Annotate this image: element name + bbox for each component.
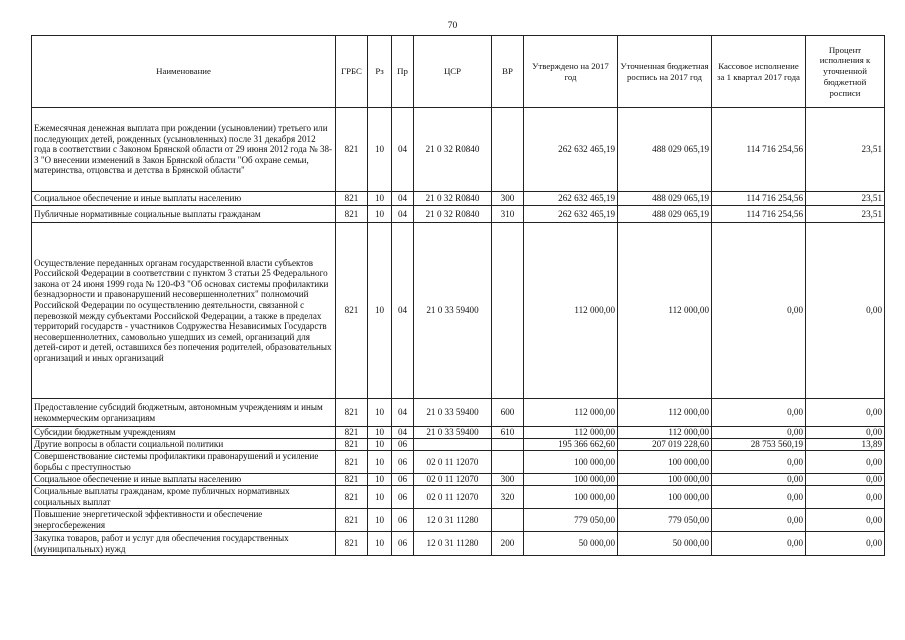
cell-cash: 28 753 560,19: [712, 439, 806, 451]
header-csr: ЦСР: [414, 36, 492, 108]
cell-name: Ежемесячная денежная выплата при рождении (усыновлении) третьего или последующих детей, рожденных (усыновленных) после 31 декабря 2012 года в соответствии с Законом Брянской области от 29 июня 2012 года № 38-З "О внесении изменений в Закон Брянской области "Об охране семьи, материнства, отцовства и детства в Брянской области": [32, 108, 336, 192]
cell-percent: 0,00: [806, 451, 885, 474]
table-row: [32, 427, 885, 439]
cell-refined: 207 019 228,60: [618, 439, 712, 451]
cell-approved: 195 366 662,60: [524, 439, 618, 451]
cell-vr: [492, 439, 524, 451]
cell-pr: 06: [392, 486, 414, 509]
cell-grbs: 821: [336, 532, 368, 556]
budget-execution-table: [31, 35, 885, 556]
cell-refined: 112 000,00: [618, 427, 712, 439]
cell-cash: 114 716 254,56: [712, 206, 806, 223]
cell-grbs: 821: [336, 427, 368, 439]
header-pr: Пр: [392, 36, 414, 108]
cell-refined: 779 050,00: [618, 509, 712, 532]
header-cash: Кассовое исполнение за 1 квартал 2017 года: [712, 36, 806, 108]
cell-cash: 0,00: [712, 223, 806, 399]
cell-vr: 300: [492, 474, 524, 486]
cell-name: Социальное обеспечение и иные выплаты населению: [32, 474, 336, 486]
cell-refined: 112 000,00: [618, 223, 712, 399]
cell-cash: 0,00: [712, 427, 806, 439]
cell-name: Субсидии бюджетным учреждениям: [32, 427, 336, 439]
cell-percent: 0,00: [806, 486, 885, 509]
cell-approved: 100 000,00: [524, 451, 618, 474]
cell-pr: 06: [392, 439, 414, 451]
cell-grbs: 821: [336, 223, 368, 399]
cell-name: Социальное обеспечение и иные выплаты населению: [32, 192, 336, 206]
cell-percent: 0,00: [806, 399, 885, 427]
cell-percent: 23,51: [806, 206, 885, 223]
cell-percent: 23,51: [806, 108, 885, 192]
cell-cash: 0,00: [712, 474, 806, 486]
cell-cash: 0,00: [712, 532, 806, 556]
cell-grbs: 821: [336, 439, 368, 451]
cell-vr: 600: [492, 399, 524, 427]
cell-pr: 04: [392, 206, 414, 223]
cell-percent: 13,89: [806, 439, 885, 451]
cell-rz: 10: [368, 474, 392, 486]
cell-rz: 10: [368, 509, 392, 532]
cell-rz: 10: [368, 108, 392, 192]
cell-refined: 100 000,00: [618, 451, 712, 474]
cell-grbs: 821: [336, 192, 368, 206]
table-row: [32, 532, 885, 556]
cell-refined: 488 029 065,19: [618, 192, 712, 206]
cell-csr: 12 0 31 11280: [414, 532, 492, 556]
cell-csr: 12 0 31 11280: [414, 509, 492, 532]
cell-cash: 114 716 254,56: [712, 192, 806, 206]
cell-vr: 320: [492, 486, 524, 509]
cell-grbs: 821: [336, 399, 368, 427]
cell-rz: 10: [368, 206, 392, 223]
cell-refined: 100 000,00: [618, 474, 712, 486]
cell-rz: 10: [368, 532, 392, 556]
cell-approved: 262 632 465,19: [524, 108, 618, 192]
cell-pr: 06: [392, 532, 414, 556]
cell-refined: 50 000,00: [618, 532, 712, 556]
cell-approved: 112 000,00: [524, 223, 618, 399]
cell-csr: 02 0 11 12070: [414, 451, 492, 474]
cell-csr: 21 0 32 R0840: [414, 108, 492, 192]
table-row: [32, 223, 885, 399]
cell-pr: 04: [392, 427, 414, 439]
cell-percent: 0,00: [806, 223, 885, 399]
cell-name: Совершенствование системы профилактики правонарушений и усиление борьбы с преступностью: [32, 451, 336, 474]
cell-cash: 0,00: [712, 486, 806, 509]
cell-cash: 114 716 254,56: [712, 108, 806, 192]
cell-grbs: 821: [336, 206, 368, 223]
cell-pr: 04: [392, 223, 414, 399]
cell-vr: [492, 223, 524, 399]
cell-vr: [492, 451, 524, 474]
cell-rz: 10: [368, 399, 392, 427]
cell-cash: 0,00: [712, 509, 806, 532]
header-vr: ВР: [492, 36, 524, 108]
header-grbs: ГРБС: [336, 36, 368, 108]
cell-name: Другие вопросы в области социальной политики: [32, 439, 336, 451]
header-rz: Рз: [368, 36, 392, 108]
cell-grbs: 821: [336, 486, 368, 509]
cell-csr: 02 0 11 12070: [414, 474, 492, 486]
cell-rz: 10: [368, 427, 392, 439]
cell-approved: 100 000,00: [524, 474, 618, 486]
cell-refined: 112 000,00: [618, 399, 712, 427]
table-row: [32, 474, 885, 486]
cell-name: Повышение энергетической эффективности и обеспечение энергосбережения: [32, 509, 336, 532]
cell-percent: 23,51: [806, 192, 885, 206]
table-header-row: [32, 36, 885, 108]
cell-percent: 0,00: [806, 474, 885, 486]
page-number: 70: [447, 21, 458, 31]
cell-approved: 779 050,00: [524, 509, 618, 532]
cell-pr: 06: [392, 474, 414, 486]
cell-pr: 06: [392, 509, 414, 532]
cell-pr: 04: [392, 108, 414, 192]
cell-refined: 488 029 065,19: [618, 108, 712, 192]
cell-rz: 10: [368, 486, 392, 509]
cell-grbs: 821: [336, 108, 368, 192]
cell-rz: 10: [368, 451, 392, 474]
cell-vr: 200: [492, 532, 524, 556]
cell-vr: 610: [492, 427, 524, 439]
header-approved: Утверждено на 2017 год: [524, 36, 618, 108]
cell-refined: 100 000,00: [618, 486, 712, 509]
cell-grbs: 821: [336, 474, 368, 486]
cell-approved: 112 000,00: [524, 399, 618, 427]
cell-cash: 0,00: [712, 399, 806, 427]
cell-pr: 06: [392, 451, 414, 474]
cell-csr: 21 0 33 59400: [414, 223, 492, 399]
cell-vr: 300: [492, 192, 524, 206]
cell-name: Социальные выплаты гражданам, кроме публичных нормативных социальных выплат: [32, 486, 336, 509]
cell-rz: 10: [368, 192, 392, 206]
table-row: [32, 192, 885, 206]
table-row: [32, 439, 885, 451]
header-name: Наименование: [32, 36, 336, 108]
cell-pr: 04: [392, 192, 414, 206]
header-percent: Процент исполнения к уточненной бюджетной росписи: [806, 36, 885, 108]
cell-approved: 100 000,00: [524, 486, 618, 509]
table-row: [32, 486, 885, 509]
cell-name: Предоставление субсидий бюджетным, автономным учреждениям и иным некоммерческим организациям: [32, 399, 336, 427]
cell-csr: 21 0 32 R0840: [414, 192, 492, 206]
cell-name: Публичные нормативные социальные выплаты гражданам: [32, 206, 336, 223]
cell-approved: 112 000,00: [524, 427, 618, 439]
table-row: [32, 108, 885, 192]
cell-csr: 21 0 32 R0840: [414, 206, 492, 223]
cell-refined: 488 029 065,19: [618, 206, 712, 223]
cell-approved: 262 632 465,19: [524, 206, 618, 223]
cell-vr: [492, 108, 524, 192]
header-refined: Уточненная бюджетная роспись на 2017 год: [618, 36, 712, 108]
cell-percent: 0,00: [806, 427, 885, 439]
cell-name: Осуществление переданных органам государственной власти субъектов Российской Федерации в соответствии с пунктом 3 статьи 25 Федерального закона от 24 июня 1999 года № 120-ФЗ "Об основах системы профилактики безнадзорности и правонарушений несовершеннолетних" полномочий Российской Федерации по осуществлению деятельности, связанной с перевозкой между субъектами Российской Федерации, а также в пределах территорий государств - участников Содружества Независимых Государств несовершеннолетних, самовольно ушедших из семей, организаций для детей-сирот и детей, оставшихся без попечения родителей, образовательных организаций и иных организаций: [32, 223, 336, 399]
cell-csr: 21 0 33 59400: [414, 399, 492, 427]
cell-grbs: 821: [336, 451, 368, 474]
table-row: [32, 399, 885, 427]
table-row: [32, 451, 885, 474]
cell-pr: 04: [392, 399, 414, 427]
cell-approved: 50 000,00: [524, 532, 618, 556]
cell-approved: 262 632 465,19: [524, 192, 618, 206]
cell-cash: 0,00: [712, 451, 806, 474]
cell-vr: [492, 509, 524, 532]
cell-csr: 02 0 11 12070: [414, 486, 492, 509]
cell-percent: 0,00: [806, 532, 885, 556]
table-row: [32, 206, 885, 223]
cell-csr: 21 0 33 59400: [414, 427, 492, 439]
cell-percent: 0,00: [806, 509, 885, 532]
table-row: [32, 509, 885, 532]
cell-vr: 310: [492, 206, 524, 223]
cell-rz: 10: [368, 223, 392, 399]
cell-name: Закупка товаров, работ и услуг для обеспечения государственных (муниципальных) нужд: [32, 532, 336, 556]
cell-csr: [414, 439, 492, 451]
cell-rz: 10: [368, 439, 392, 451]
cell-grbs: 821: [336, 509, 368, 532]
